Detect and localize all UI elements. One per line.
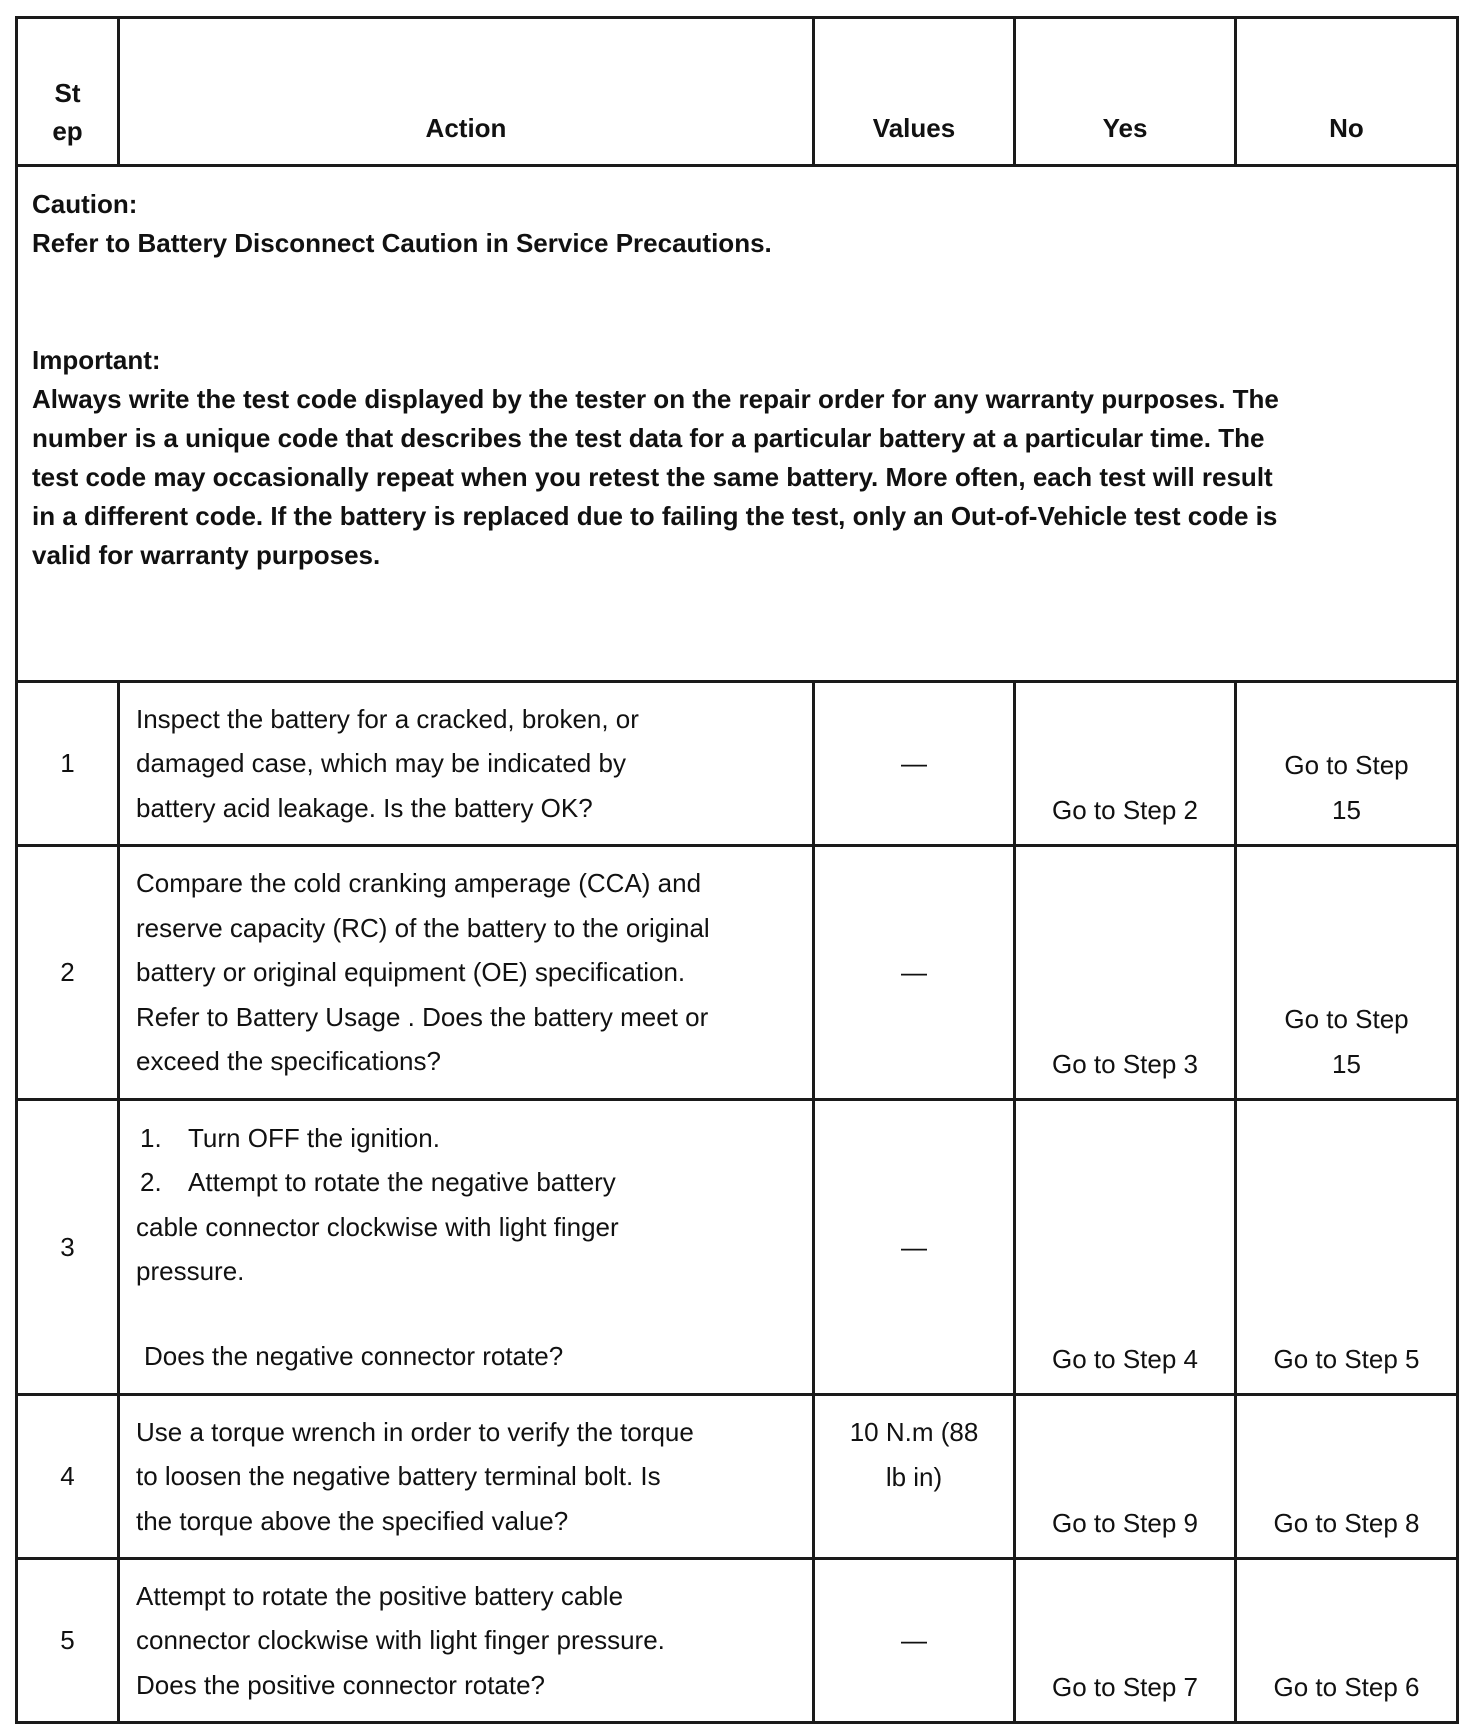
value-cell: — [814,846,1015,1100]
no-cell: Go to Step 8 [1236,1395,1458,1559]
step-number: 4 [17,1395,119,1559]
important-line: in a different code. If the battery is replaced due to failing the test, only an Out-of-Vehicle test code is [32,501,1278,531]
action-cell [119,1100,814,1395]
action-line: cable connector clockwise with light finger [136,1211,619,1242]
action-line: the torque above the specified value? [136,1505,569,1536]
action-line: Does the positive connector rotate? [136,1669,546,1700]
list-text: Turn OFF the ignition. [188,1122,440,1153]
action-line: connector clockwise with light finger pressure. [136,1625,665,1656]
important-title: Important: [32,345,161,375]
diagnostic-table [15,16,1459,1724]
action-line: battery or original equipment (OE) specification. [136,957,686,988]
action-line: Refer to Battery Usage . Does the battery meet or [136,1001,709,1032]
caution-text: Refer to Battery Disconnect Caution in Service Precautions. [32,228,772,258]
no-cell: Go to Step 5 [1236,1100,1458,1395]
step-number: 5 [17,1559,119,1723]
header-step-line2: ep [52,116,83,146]
no-line: 15 [1332,794,1361,825]
list-number: 1. [140,1122,162,1153]
important-text [32,380,1436,575]
header-row [17,18,1458,166]
action-cell [119,1559,814,1723]
header-action: Action [119,18,814,166]
step-number: 2 [17,846,119,1100]
yes-cell: Go to Step 3 [1015,846,1236,1100]
value-line: lb in) [885,1461,943,1492]
no-line: Go to Step [1284,750,1409,780]
value-line: 10 N.m (88 [849,1417,979,1447]
no-line: Go to Step [1284,1004,1409,1034]
table-row [17,1395,1458,1559]
table-row [17,1559,1458,1723]
list-item [136,1160,802,1205]
action-line: reserve capacity (RC) of the battery to the original [136,912,710,943]
list-text: Attempt to rotate the negative battery [188,1167,616,1198]
action-line: Use a torque wrench in order to verify the torque [136,1416,694,1447]
action-line: Inspect the battery for a cracked, broken, or [136,703,639,734]
action-line: exceed the specifications? [136,1046,441,1077]
action-line: to loosen the negative battery terminal bolt. Is [136,1461,661,1492]
action-cell [119,1395,814,1559]
header-step-line1: St [54,78,81,108]
important-line: valid for warranty purposes. [32,540,381,570]
no-cell: Go to Step 6 [1236,1559,1458,1723]
yes-cell: Go to Step 7 [1015,1559,1236,1723]
action-line: Attempt to rotate the positive battery cable [136,1580,624,1611]
no-line: 15 [1332,1048,1361,1079]
action-cell [119,846,814,1100]
table-row [17,846,1458,1100]
yes-cell: Go to Step 2 [1015,682,1236,846]
list-number: 2. [140,1167,162,1198]
table-row [17,1100,1458,1395]
step-number: 1 [17,682,119,846]
action-cell [119,682,814,846]
action-line: Compare the cold cranking amperage (CCA) and [136,868,702,899]
action-line: battery acid leakage. Is the battery OK? [136,792,593,823]
header-no: No [1236,18,1458,166]
value-cell [814,1395,1015,1559]
value-cell: — [814,1559,1015,1723]
header-values: Values [814,18,1015,166]
header-step [17,18,119,166]
value-cell: — [814,682,1015,846]
header-yes: Yes [1015,18,1236,166]
value-cell: — [814,1100,1015,1395]
important-line: Always write the test code displayed by the tester on the repair order for any warranty purposes. The [32,384,1279,414]
step-number: 3 [17,1100,119,1395]
table-row [17,682,1458,846]
yes-cell: Go to Step 9 [1015,1395,1236,1559]
yes-cell: Go to Step 4 [1015,1100,1236,1395]
notice-row [17,166,1458,682]
list-item [136,1116,802,1161]
important-line: test code may occasionally repeat when you retest the same battery. More often, each test will result [32,462,1273,492]
caution-title: Caution: [32,189,138,219]
action-question: Does the negative connector rotate? [144,1340,564,1371]
notice-cell [17,166,1458,682]
important-line: number is a unique code that describes the test data for a particular battery at a particular time. The [32,423,1265,453]
action-line: pressure. [136,1256,245,1287]
no-cell [1236,846,1458,1100]
no-cell [1236,682,1458,846]
action-line: damaged case, which may be indicated by [136,748,626,779]
